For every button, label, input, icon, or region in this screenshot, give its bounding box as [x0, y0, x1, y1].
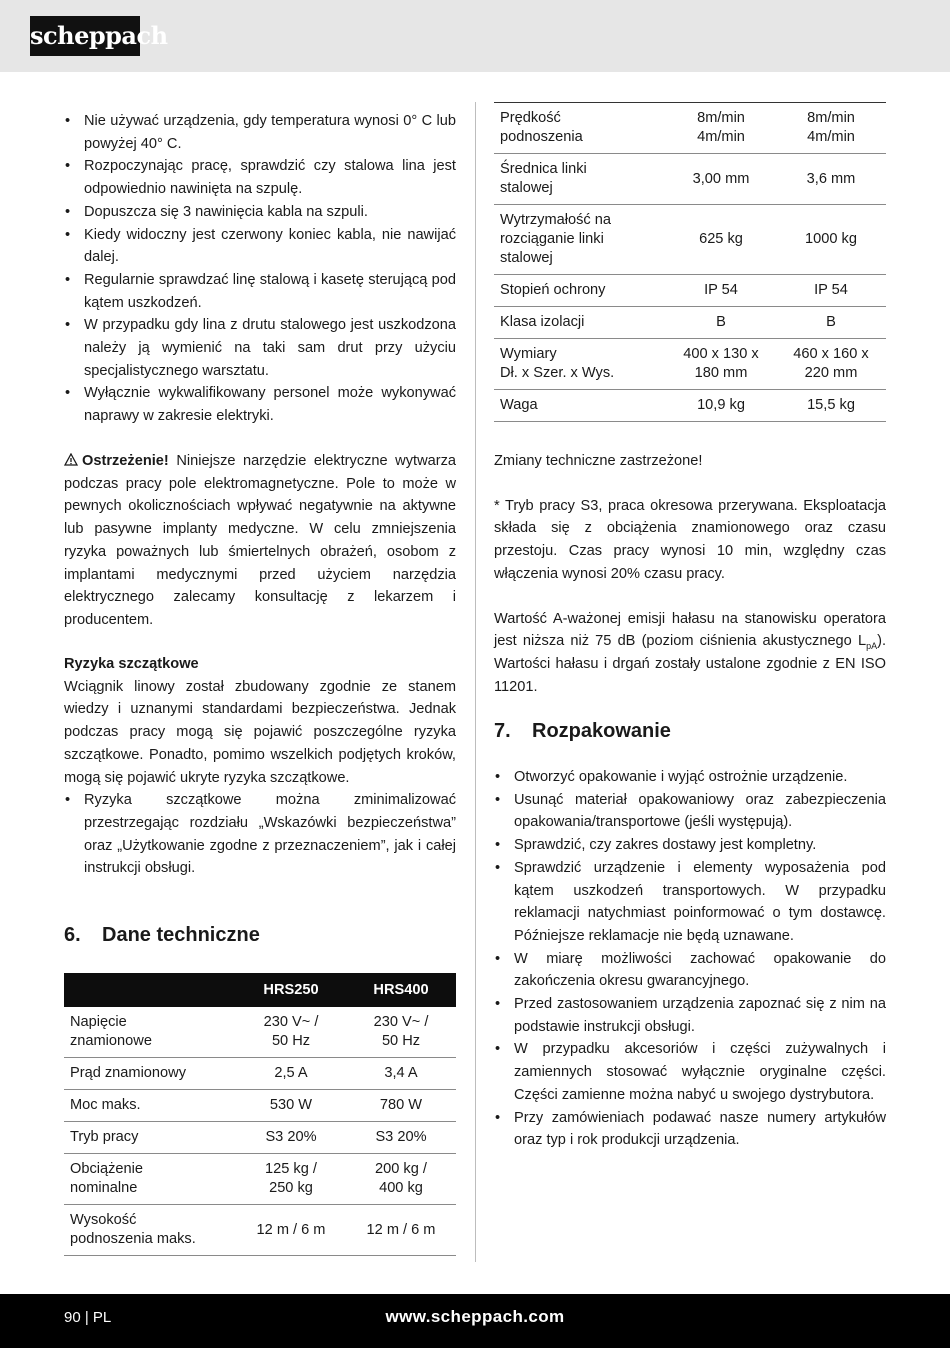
noise-note: [494, 608, 886, 699]
value-cell: 230 V~ / 50 Hz: [346, 1007, 456, 1058]
residual-heading: Ryzyka szczątkowe: [64, 656, 199, 672]
residual-risks: [64, 653, 456, 880]
value-cell: B: [776, 307, 886, 339]
bullet-item: • Otworzyć opakowanie i wyjąć ostrożnie urządzenie.: [494, 766, 886, 789]
table-row: [64, 1154, 456, 1205]
warning-label: Ostrzeżenie!: [82, 453, 169, 469]
section-6: [64, 922, 456, 948]
table-row: [494, 390, 886, 422]
noise-text-after: ). Wartości hałasu i drgań zostały ustalone zgodnie z EN ISO 11201.: [494, 633, 886, 695]
value-cell: 530 W: [236, 1090, 346, 1122]
table-row: [494, 339, 886, 390]
table-row: [64, 1090, 456, 1122]
header-cell-hrs250: HRS250: [236, 973, 346, 1007]
value-cell: 2,5 A: [236, 1058, 346, 1090]
mode-note: * Tryb pracy S3, praca okresowa przerywana. Eksploatacja składa się z obciążenia znamionowego oraz czasu przestoju. Czas pracy wynosi 10 min, względny czas włączenia wynosi 20% czasu pracy.: [494, 497, 886, 582]
value-cell: 8m/min 4m/min: [666, 103, 776, 154]
bullet-item: • W przypadku gdy lina z drutu stalowego jest uszkodzona należy ją wymienić na taki sam drut przy użyciu specjalistycznego warsztatu.: [64, 314, 456, 382]
section-7-number: 7.: [494, 720, 511, 742]
noise-text-before: Wartość A-ważonej emisji hałasu na stanowisku operatora jest niższa niż 75 dB (poziom ciśnienia akustycznego L: [494, 610, 886, 650]
emf-warning: [64, 450, 456, 632]
bullet-item: • Przed zastosowaniem urządzenia zapoznać się z nim na podstawie instrukcji obsługi.: [494, 993, 886, 1038]
row-label-cell: Wymiary Dł. x Szer. x Wys.: [494, 339, 666, 390]
table-row: [494, 103, 886, 154]
table-row: [64, 1122, 456, 1154]
row-label-cell: Moc maks.: [64, 1090, 236, 1122]
technical-notes: [494, 450, 886, 698]
table-row: [494, 205, 886, 275]
row-label-cell: Klasa izolacji: [494, 307, 666, 339]
bullet-item: • Wyłącznie wykwalifikowany personel może wykonywać naprawy w zakresie elektryki.: [64, 382, 456, 427]
footer-band: [0, 1294, 950, 1348]
row-label-cell: Prąd znamionowy: [64, 1058, 236, 1090]
bullet-item: • Dopuszcza się 3 nawinięcia kabla na szpuli.: [64, 201, 456, 224]
row-label-cell: Wysokość podnoszenia maks.: [64, 1205, 236, 1256]
row-label-cell: Wytrzymałość na rozciąganie linki stalowej: [494, 205, 666, 275]
bullet-item: • Sprawdzić urządzenie i elementy wyposażenia pod kątem uszkodzeń transportowych. W przypadku reklamacji natychmiast poinformować o tym dostawcę. Późniejsze reklamacje nie będą uznawane.: [494, 857, 886, 948]
noise-subscript: pA: [866, 641, 878, 652]
table-row: [494, 275, 886, 307]
bullet-item: • Rozpoczynając pracę, sprawdzić czy stalowa lina jest odpowiednio nawinięta na szpulę.: [64, 155, 456, 200]
bullet-item: • Przy zamówieniach podawać nasze numery artykułów oraz typ i rok produkcji urządzenia.: [494, 1107, 886, 1152]
page-number: 90 | PL: [64, 1309, 112, 1326]
row-label-cell: Obciążenie nominalne: [64, 1154, 236, 1205]
bullet-item: • Kiedy widoczny jest czerwony koniec kabla, nie nawijać dalej.: [64, 224, 456, 269]
value-cell: 400 x 130 x 180 mm: [666, 339, 776, 390]
value-cell: 125 kg / 250 kg: [236, 1154, 346, 1205]
warning-text: Niniejsze narzędzie elektryczne wytwarza podczas pracy pole elektromagnetyczne. Pole to może w pewnych okolicznościach wpływać negatywnie na aktywne lub pasywne implanty medyczne. W celu zmniejszenia ryzyka poważnych lub śmiertelnych obrażeń, osobom z implantami medycznymi przed użyciem narzędzia elektrycznego zalecamy konsultację z lekarzem i producentem.: [64, 453, 456, 628]
section-7-heading: [494, 718, 886, 744]
row-label-cell: Stopień ochrony: [494, 275, 666, 307]
spec-table-header: [64, 973, 456, 1007]
table-row: [64, 1058, 456, 1090]
row-label-cell: Napięcie znamionowe: [64, 1007, 236, 1058]
table-row: [64, 1205, 456, 1256]
value-cell: 8m/min 4m/min: [776, 103, 886, 154]
unpacking-bullets: [494, 766, 886, 1152]
brand-logo: scheppach: [30, 16, 140, 56]
table-row: [64, 1007, 456, 1058]
value-cell: 15,5 kg: [776, 390, 886, 422]
bullet-item: • Nie używać urządzenia, gdy temperatura wynosi 0° C lub powyżej 40° C.: [64, 110, 456, 155]
website-link[interactable]: www.scheppach.com: [385, 1307, 565, 1326]
section-7: [494, 718, 886, 744]
value-cell: 3,6 mm: [776, 154, 886, 205]
value-cell: S3 20%: [236, 1122, 346, 1154]
value-cell: 10,9 kg: [666, 390, 776, 422]
value-cell: 460 x 160 x 220 mm: [776, 339, 886, 390]
header-cell: [64, 973, 236, 1007]
bullet-item: • W miarę możliwości zachować opakowanie do zakończenia okresu gwarancyjnego.: [494, 948, 886, 993]
bullet-item: • Sprawdzić, czy zakres dostawy jest kompletny.: [494, 834, 886, 857]
row-label-cell: Waga: [494, 390, 666, 422]
residual-bullet: • Ryzyka szczątkowe można zminimalizować przestrzegając rozdziału „Wskazówki bezpieczeństwa” oraz „Użytkowanie zgodne z przeznaczeniem”, jak i całej instrukcji obsługi.: [64, 789, 456, 880]
value-cell: 3,4 A: [346, 1058, 456, 1090]
value-cell: 200 kg / 400 kg: [346, 1154, 456, 1205]
value-cell: S3 20%: [346, 1122, 456, 1154]
table-row: [494, 154, 886, 205]
value-cell: 12 m / 6 m: [236, 1205, 346, 1256]
changes-note: Zmiany techniczne zastrzeżone!: [494, 453, 703, 469]
row-label-cell: Prędkość podnoszenia: [494, 103, 666, 154]
row-label-cell: Tryb pracy: [64, 1122, 236, 1154]
residual-text: Wciągnik linowy został zbudowany zgodnie ze stanem wiedzy i uznanymi standardami bezpieczeństwa. Jednak podczas pracy mogą się pojawić poszczególne ryzyka szczątkowe. Ponadto, pomimo wszelkich podjętych kroków, mogą się pojawić ukryte ryzyka szczątkowe.: [64, 678, 456, 786]
warning-triangle-icon: [64, 453, 78, 466]
value-cell: 230 V~ / 50 Hz: [236, 1007, 346, 1058]
section-7-title: Rozpakowanie: [532, 720, 671, 742]
section-6-title: Dane techniczne: [102, 924, 260, 946]
value-cell: 3,00 mm: [666, 154, 776, 205]
section-6-number: 6.: [64, 924, 81, 946]
safety-bullets: [64, 110, 456, 428]
header-band: [0, 0, 950, 72]
spec-table-right: [494, 102, 886, 422]
spec-table-left: [64, 973, 456, 1256]
column-divider: [475, 102, 476, 1262]
row-label-cell: Średnica linki stalowej: [494, 154, 666, 205]
value-cell: 625 kg: [666, 205, 776, 275]
value-cell: IP 54: [776, 275, 886, 307]
bullet-item: • Usunąć materiał opakowaniowy oraz zabezpieczenia opakowania/transportowe (jeśli występują).: [494, 789, 886, 834]
value-cell: 12 m / 6 m: [346, 1205, 456, 1256]
bullet-item: • Regularnie sprawdzać linę stalową i kasetę sterującą pod kątem uszkodzeń.: [64, 269, 456, 314]
value-cell: IP 54: [666, 275, 776, 307]
value-cell: 780 W: [346, 1090, 456, 1122]
table-row: [494, 307, 886, 339]
section-6-heading: [64, 922, 456, 948]
bullet-item: • W przypadku akcesoriów i części zużywalnych i zamiennych stosować wyłącznie oryginalne części. Części zamienne można nabyć u swojego dystrybutora.: [494, 1038, 886, 1106]
value-cell: 1000 kg: [776, 205, 886, 275]
value-cell: B: [666, 307, 776, 339]
header-cell-hrs400: HRS400: [346, 973, 456, 1007]
